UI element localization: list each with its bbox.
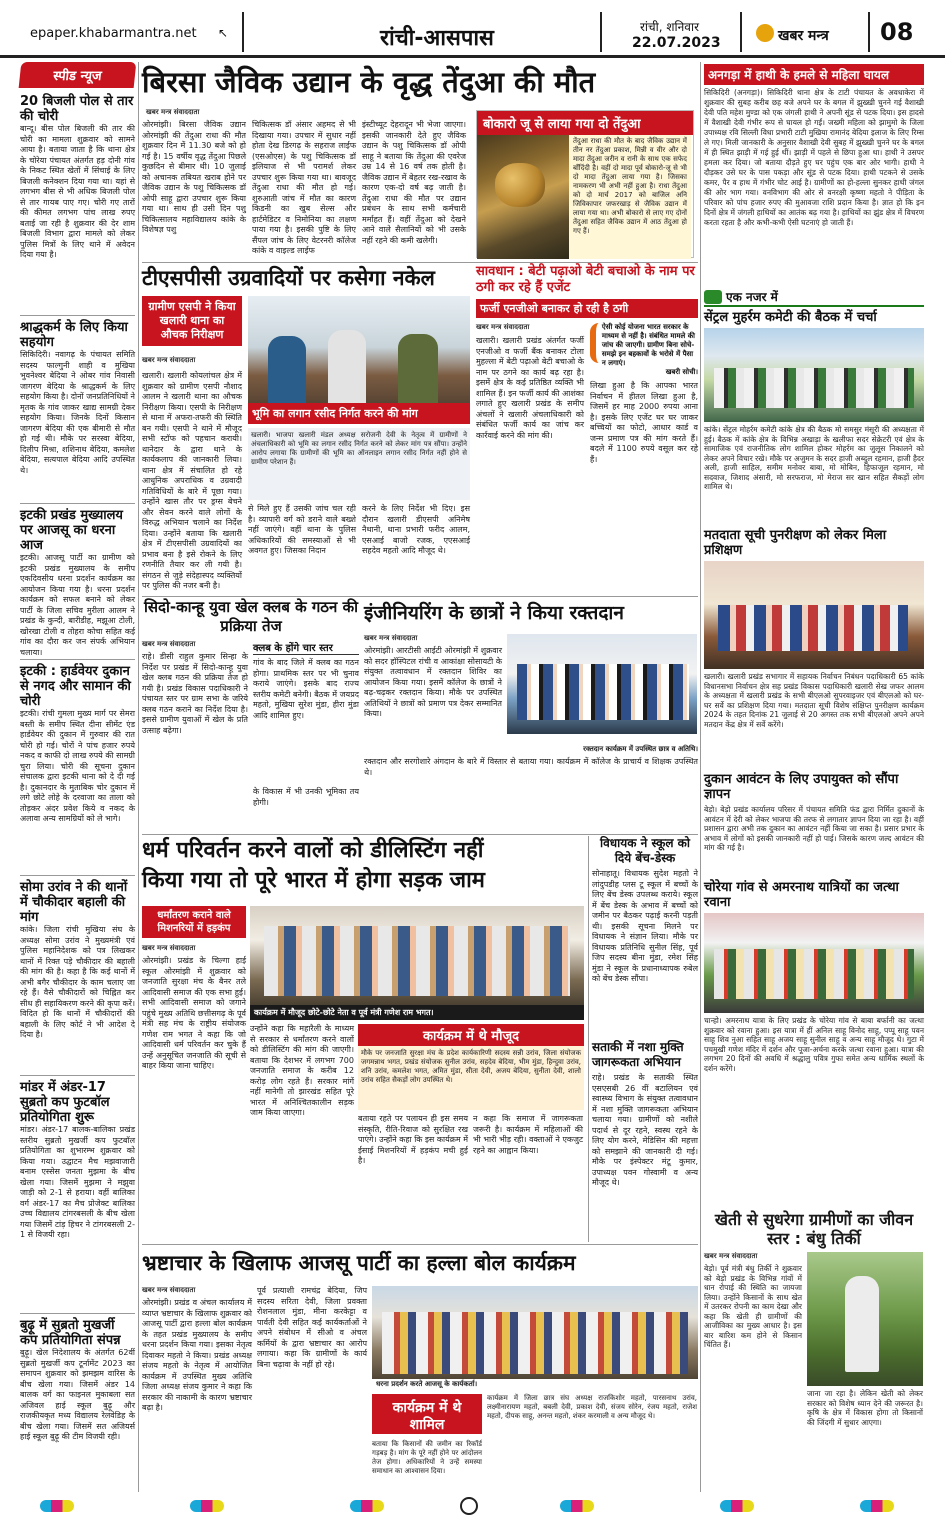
lead-headline-text: बिरसा जैविक उद्यान के वृद्ध तेंदुआ की मौत	[142, 65, 596, 99]
person-shape	[328, 330, 366, 406]
ajsu-text-3: बताया कि किसानों की जमीन का रिकॉर्ड गड़बड़ है। मांग के पूरे नहीं होने पर आंदोलन तेज होगा। अधिकारियों ने उन्हें समस्या समाधान का आश्वासन दिया।	[372, 1440, 482, 1475]
shop-text: बेड़ो। बेड़ो प्रखंड कार्यालय परिसर में पंचायत समिति फंड द्वारा निर्मित दुकानों के आवंटन में देरी को लेकर भाजपा की तरफ से लगातार ज्ञापन दिया जा रहा है। वहीं प्रशासन द्वारा अभी तक दुकान का आवंटन नहीं किया जा सका है। प्रसार प्रभार के अभाव में लोगों को इसकी जानकारी नहीं हो पाई। जिसके कारण जल्द आवंटन की मांग की गई है।	[704, 805, 924, 852]
mla-story	[592, 836, 698, 1036]
crowd-shape	[714, 368, 914, 408]
lead-col-3: इंस्टीच्यूट देहरादून भी भेजा जाएगा। इसकी जानकारी देते हुए जैविक उद्यान के पशु चिकित्सक डॉ ओपी साहू ने बताया कि तेंदुआ की एवरेज उम्र 14 से 16 वर्ष तक होती है। जैविक उद्यान में बेहतर रख-रखाव के कारण एक-दो वर्ष बढ़ जाती है। तेंदुआ राधा की मौत पर उद्यान प्रबंधन के साथ सभी कर्मचारी मर्माहत हैं। वहीं तेंदुआ को देखने आने वाले सैलानियों को भी उसके नहीं रहने की कमी खलेगी।	[362, 120, 466, 245]
satanki-title: सताकी में नशा मुक्ति जागरूकता अभियान	[592, 1040, 684, 1069]
dharm-headline-1: धर्म परिवर्तन करने वालों को डीलिस्टिंग नहीं	[142, 838, 484, 863]
blood-headline	[364, 598, 698, 632]
news-item	[20, 880, 135, 1076]
speed-news-column	[20, 62, 135, 1492]
voter-photo	[704, 561, 924, 669]
karyakram-text: मौके पर जनजाति सुरक्षा मंच के प्रदेश कार्यकारिणी सदस्य सन्नी उरांव, जिला संयोजक जगमन्नाथ भगत, प्रखंड संयोजक सुनील उरांव, सहदेव बेदिया, भीम मुंडा, हिन्दुवा उरांव, शनि उरांव, कमलेश भगत, अमित मुंडा, सीता देवी, अजय बेदिया, सुनीता देवी, शालो उरांव सहित सैकड़ों लोग उपस्थित थे।	[358, 1046, 584, 1110]
divider	[740, 12, 742, 52]
crowd-shape	[718, 605, 908, 651]
byline: खबर मन्त्र संवाददाता	[476, 323, 530, 331]
dharm-right	[358, 1024, 584, 1240]
news-item	[20, 508, 135, 660]
byline: खबर मन्त्र संवाददाता	[704, 1252, 758, 1260]
nazar-story	[704, 288, 924, 528]
news-item	[20, 94, 135, 316]
voter-story	[704, 528, 924, 768]
farming-text-2: जाना जा रहा है। लेकिन खेती को लेकर सरकार को विशेष ध्यान देने की जरूरत है। कृषि के क्षेत्र में विकास होगा तो किसानों की जिंदगी में सुधार आएगा।	[807, 1389, 923, 1427]
news-item-title: मांडर में अंडर-17 सुब्रतो कप फुटबॉल प्रतियोगिता शुरू	[20, 1080, 110, 1125]
news-item-text: कांके। जिला रांची मुखिया संघ के अध्यक्ष सोमा उरांव ने मुख्यमंत्री एवं पुलिस महानिदेशक को पत्र लिखकर थानों में रिक्त पड़े चौकीदार की बहाली की मांग की है। कहा है कि कई थानों में अभी बगैर चौकीदार के काम चलाए जा रहे हैं। वैसे चौकीदारों को चिह्नित कर सीध ही सहायिकरण करने की कृपा करें। विदित हो कि थानों में चौकीदारों की बहाली के लिए कोर्ट ने भी आदेश दे दिया है।	[20, 925, 135, 1039]
yatra-title: चोरेया गांव से अमरनाथ यात्रियों का जत्था रवाना	[704, 880, 899, 910]
leopard-head-shape	[495, 163, 545, 207]
ajsu-body	[142, 1286, 368, 1492]
farming-title: खेती से सुधरेगा ग्रामीणों का जीवन स्तर : बंधु तिर्की	[714, 1210, 914, 1248]
fraud-kicker: सावधान : बेटी पढ़ाओ बेटी बचाओ के नाम पर ठगी कर रहे हैं एजेंट	[476, 264, 695, 295]
speed-news-badge: स्पीड न्यूज	[19, 62, 137, 88]
lead-col-2: चिकित्सक डॉ अंसार अहमद से भी दिखाया गया। उपचार में सुधार नहीं होता देख डिरगढ़ के सहराज लाईफ (एसओएस) के पशु चिकित्सक डॉ इलियाज से भी परामर्श लेकर उपचार शुरू किया गया था। बावजूद तेंदुआ राधा की मौत हो गई। शुरुआती जांच में मौत का कारण किडनी का खुब सेल्स और हार्टमेडिटर व निमोनिया का लक्षण पाया गया है। इसकी पुष्टि के लिए सैंपल जांच के लिए वेटरनरी कॉलेज कांके व वाइल्ड लाईफ	[252, 120, 356, 255]
megaphone-icon	[704, 290, 722, 304]
section-rule	[142, 1244, 698, 1245]
section-rule	[142, 834, 698, 835]
news-item-text: बुढ़ू। खेल निदेशालय के अंतर्गत 62वीं सुब्रतो मुखर्जी कप टूर्नामेंट 2023 का समापन शुक्रवार को झमझम वारिस के बीच खेला गया। जिसमें अंडर 14 बालक वर्ग का फाइनल मुकाबला सत अजिवल हाई स्कूल बुढ़ू और राजकीयकृत मध्य विद्यालय रेलवेडिह के बीच खेला गया। जिसमें सत अजियर्स हाई स्कूल बुढ़ू की टीम विजयी रही।	[20, 1348, 135, 1441]
mla-text: सोनाहातू। विधायक सुदेश महतो ने लांदुपडीह प्लस टू स्कूल में बच्चों के लिए बेंच डेस्क उपलब्ध कराये। स्कूल में बेंच डेस्क के अभाव में बच्चों को जमीन पर बैठकर पढ़ाई करनी पड़ती थी। इसकी सूचना मिलने पर विधायक ने संज्ञान लिया। मौके पर विधायक प्रतिनिधि सुनील सिंह, पूर्व जिप सदस्य बीना मुंडा, रमेश सिंह मुंडा ने स्कूल के प्रधानाध्यापक रुबेल को बेंच डेस्क सौंपा।	[592, 869, 698, 983]
voter-title: मतदाता सूची पुनरीक्षण को लेकर मिला प्रशिक्षण	[704, 528, 887, 558]
tspc-box	[248, 428, 470, 500]
fraud-text-1: खलारी। खलारी प्रखंड अंतर्गत फर्जी एनजीओ व फर्जी बैंक बनाकर टोला मुहल्ला में बेटी पढ़ाओ बेटी बचाओ के नाम पर ठगने का कार्य बढ़ रहा है। इसमें क्षेत्र के कई प्रतिष्ठित व्यक्ति भी शामिल हैं। इन फर्जी कार्य की आशंका लगाते हुए खलारी प्रखंड के समीप अंचलों ने खलारी अंचलाधिकारी को संबंधित फर्जी कार्य का जांच कर कार्रवाई करने की मांग की।	[476, 336, 584, 440]
section-title: रांची-आसपास	[380, 26, 494, 51]
color-registration-mark	[720, 1500, 754, 1512]
page-header	[0, 0, 945, 58]
person-shape	[398, 334, 438, 406]
lead-headline	[142, 62, 698, 104]
news-item-text: मांडर। अंडर-17 बालक-बालिका प्रखंड स्तरीय सुब्रतो मुखर्जी कप फुटबॉल प्रतियोगिता का शुभारम्भ शुक्रवार को किया गया। उद्घाटन मैच मझवाजारी बनाम एस्सेस जनता मुझमा के बीच खेला गया। जिसमें मुझमा ने मझुवा जाड़ी को 2-1 से हराया। वहीं बालिका वर्ग अंडर-17 का मैच प्रोजेक्ट बालिका उच्च विद्यालय टांगरबसली के बीच खेला गया जिसमें टांड़ हिचर ने टांगरबसली 2-1 से विजयी रहा।	[20, 1125, 135, 1239]
page-number: 08	[880, 18, 914, 46]
sido-body	[142, 640, 360, 828]
quote-mark-icon	[590, 323, 599, 363]
byline: खबर मन्त्र संवाददाता	[142, 1286, 196, 1294]
person-shape	[268, 336, 306, 406]
crosshair-icon	[460, 1497, 478, 1515]
byline: खबर मन्त्र संवाददाता	[364, 634, 418, 642]
byline: खबर मन्त्र संवाददाता	[146, 108, 200, 116]
news-item	[20, 1080, 135, 1314]
news-item-title: इटकी प्रखंड मुख्यालय पर आजसू का धरना आज	[20, 508, 123, 553]
elephant-headline: अनगड़ा में हाथी के हमले से महिला घायल	[704, 64, 924, 85]
tspc-tail	[248, 504, 470, 594]
ajsu-text-2: पूर्व प्रत्याशी रामचंद्र बेदिया, जिप सदस्य सरिता देवी, जिला प्रवक्ता रोशनलाल मुंडा, मीना करकेट्टा व पार्वती देवी सहित कई कार्यकर्ताओं ने अपने संबोधन में सीओ व अंचल कर्मियों के द्वारा भ्रष्टाचार का आरोप लगाया। कहा कि ग्रामीणों के कार्य बिना चढ़ावा के नहीं हो रहे।	[257, 1286, 367, 1369]
cursor-icon: ↖	[218, 26, 229, 40]
dharm-text-2: उन्होंने कहा कि महारैली के माध्यम से सरकार से धर्मांतरण करने वालों को डीलिस्टिंग की मांग की जाएगी। बताया कि देशभर में लगभग 700 जनजाति समाज के करीब 12 करोड़ लोग रहते हैं। सरकार मांगें नहीं मानेगी तो झारखंड सहित पूरे भारत में अनिश्चितकालीन सड़क जाम किया जाएगा।	[250, 1024, 354, 1117]
color-registration-mark	[40, 1500, 74, 1512]
crowd-shape	[714, 949, 914, 999]
ajsu-text-1: ओरमांझी। प्रखंड व अंचल कार्यालय में व्याप्त भ्रष्टाचार के खिलाफ शुक्रवार को आजसू पार्टी द्वारा हल्ला बोल कार्यक्रम के तहत प्रखंड मुख्यालय के समीप धरना प्रदर्शन किया गया। इसका नेतृत्व दिवाकर महतो ने किया। प्रखंड अध्यक्ष संजय महतो के नेतृत्व में आयोजित कार्यक्रम में उपस्थित मुख्य अतिथि जिला अध्यक्ष संजय कुमार ने कहा कि सरकार की नाकामी के कारण भ्रष्टाचार बढ़ा है।	[142, 1298, 252, 1412]
ajsu-headline-text: भ्रष्टाचार के खिलाफ आजसू पार्टी का हल्ला बोल कार्यक्रम	[142, 1251, 576, 1275]
news-item	[20, 1318, 135, 1498]
speed-news-list	[20, 94, 135, 1498]
leopard-photo	[477, 135, 569, 259]
yatra-text: चान्हो। अमरनाथ यात्रा के लिए प्रखंड के चोरेया गांव से बाबा बर्फानी का जत्था शुक्रवार को रवाना हुआ। इस यात्रा में हीं अनिल साहू विनोद साहू, पप्पू साहू पवन साहू शिव नुआ सहित साहू अजय साहू सुनील साहू व अन्य साहू मौजूद थे। गुटा में पचमुखी गणेश मंदिर में दर्शन और पूजा-अर्चना करके जत्था रवाना हुआ। यात्रा की लगभग 20 दिनों की अवधि में श्रद्धालु पवित्र गुफा समेत अन्य धार्मिक स्थलों के दर्शन करेंगे।	[704, 1016, 924, 1073]
tspc-text-3: करने के लिए निर्देश भी दिए। इस दौरान खलारी डीएसपी अनिमेष नैथानी, थाना प्रभारी फरीद आलम, एसआई बाजो रजक, एएसआई सहदेव महतो आदि मौजूद थे।	[362, 504, 470, 555]
yatra-photo	[704, 913, 924, 1013]
brand-name: खबर मन्त्र	[778, 28, 829, 44]
tspc-text-2: से मिले हुए हैं उसकी जांच चल रही है। व्यापारी वर्ग को डराने वाले बख्शे नहीं जाएंगे। वहीं थाना के पुलिस अधिकारियों की समस्याओं से भी अवगत हुए। जिसका निदान	[248, 504, 356, 555]
karyakram-title: कार्यक्रम में थे मौजूद	[358, 1024, 584, 1046]
nazar-title: सेंट्रल मुहर्रम कमेटी की बैठक में चर्चा	[704, 310, 877, 325]
crowd-shape	[517, 664, 689, 720]
dharm-headline	[142, 836, 588, 902]
sido-tail: के विकास में भी उनकी भूमिका तय होगी।	[253, 787, 359, 807]
tspc-headline-text: टीएसपीसी उग्रवादियों पर कसेगा नकेल	[142, 266, 435, 290]
shop-story	[704, 772, 924, 876]
divider	[242, 12, 244, 52]
zoo-box	[476, 110, 694, 258]
dharm-headline-2: किया गया तो पूरे भारत में होगा सड़क जाम	[142, 868, 485, 893]
sido-box-text: गांव के बाद जिले में क्लब का गठन होगा। प्राथमिक स्तर पर भी चुनाव कराये जाएंगे। इसके बाद राज्य स्तरीय कमेटी बनेगी। बैठक में जयप्रद महतो, मुखिया सुरेश मुंडा, हीरा मुंडा आदि शामिल हुए।	[253, 658, 359, 720]
blood-photo	[507, 634, 697, 734]
dharm-subhead: धर्मांतरण कराने वाले मिशनरियों में हड़कंप	[142, 906, 246, 938]
byline: खबर मन्त्र संवाददाता	[142, 356, 196, 364]
person-shape	[845, 1276, 879, 1372]
nazar-badge: एक नजर में	[726, 290, 778, 304]
shamil-text: कार्यक्रम में जिला छात्र संघ अध्यक्ष राजकिशोर महतो, पारसनाथ उरांव, लक्ष्मीनारायण महतो, बबली देवी, प्रकाश देवी, संजय सोरेन, रंजय महतो, राजेश महतो, दीपक साहू, अनन्त महतो, शंकर करमाली व अन्य मौजूद थे।	[487, 1394, 697, 1420]
tspc-text-1: खलारी। खलारी कोयलांचल क्षेत्र में शुक्रवार को ग्रामीण एसपी नौशाद आलम ने खलारी थाना का औचक निरीक्षण किया। एसपी के निरीक्षण से थाना में अफरा-तफरी की स्थिति बन गयी। एसपी ने थाने में मौजूद सभी स्टॉफ को पहचान करायी। थानेदार के द्वारा थाने के कार्यकलाप की जानकारी लिया। थाना क्षेत्र में संचालित हो रहे आधुनिक अपराधिक व उग्रवादी गतिविधियों के बारे में पूछा गया। उन्होंने खास तौर पर ड्रग्स बेचने और सेवन करने वाले लोगों के विरुद्ध अभियान चलाने का निर्देश दिया। उन्होंने बताया कि खलारी क्षेत्र में टीएसपीसी उग्रवादियों का प्रभाव बना है इसे रोकने के लिए रणनीति तैयार कर ली गयी है। संगठन से जुड़े संदेहास्पद व्यक्तियों पर पुलिस की नजर बनी है।	[142, 371, 242, 590]
news-item	[20, 664, 135, 876]
news-item	[20, 320, 135, 504]
tspc-photo	[248, 296, 470, 424]
sido-box-title: क्लब के होंगे चार स्तर	[253, 640, 359, 655]
satanki-story	[592, 1040, 698, 1240]
ajsu-photo	[372, 1286, 698, 1390]
brand-logo-icon	[756, 24, 774, 42]
news-item-title: सोमा उरांव ने की थानों में चौकीदार बहाली की मांग	[20, 880, 128, 925]
tspc-subhead: ग्रामीण एसपी ने किया खलारी थाना का औचक निरीक्षण	[142, 296, 242, 346]
column-rule	[700, 62, 701, 1492]
section-rule	[142, 596, 698, 597]
divider	[600, 12, 602, 52]
elephant-story	[704, 64, 924, 284]
farming-photo	[807, 1252, 923, 1386]
site-url[interactable]: epaper.khabarmantra.net	[30, 26, 197, 41]
lead-body	[142, 108, 472, 258]
news-item-text: सिकिदिरी। नवागढ़ के पंचायत समिति सदस्य फाल्गुनी शाही व मुखिया भुवनेश्वर बेदिया ने ओबर गांव निवासी जागरण बेदिया के श्राद्धकर्म के लिए सहयोग किया है। दोनों जनप्रतिनिधियों ने मृतक के गांव जाकर खाद्य सामग्री देकर सहयोग किया। जिनके दिनों किसान जागरण बेदिया की एक बीमारी से मौत हो गई थी। मौके पर सरस्वा बेदिया, दिलीप मिश्रा, शशिनाथ बेदिया, कमलेश बेदिया, सत्यपाल बेदिया आदि उपस्थित थे।	[20, 350, 135, 475]
ajsu-headline	[142, 1246, 698, 1282]
shamil-title: कार्यक्रम में थे शामिल	[372, 1394, 482, 1434]
elephant-text: सिकिदिरी (अनगड़ा)। सिकिदिरी थाना क्षेत्र के टाटी पंचायत के अवधाकेरा में शुक्रवार की सुबह करीब छह बजे अपने घर के बगल में झुख्खी चुनने गई वैशाखी देवी पति महेश मुण्डा को एक जंगली हाथी ने अपनी सूंड से पटक दिया। इस हादसे में वैशाखी देवी गंभीर रूप से घायल हो गईं। जख्मी महिला को झामुमो के जिला उपाध्यक्ष रवि सिल्ली विधा प्रभारी टाटी मुखिया रामानंद बेदिया इलाज के लिए रिम्स ले गए। मिली जानकारी के अनुसार वैशाखी देवी सुबह में झुख्खी चुनने घर के बगल में ही स्थित झाड़ी में गई हुई थीं। झाड़ी में पहले से छिपा हुआ था। हाथी ने उसपर हमला कर दिया। जो बताया दौड़ते हुए घर पहुंच एक बार ओर भागी। हाथी ने दौड़कर उसे घर के पास पकड़ा और सूंड से पटक दिया। हाथी पटकने से उसके कमर, पैर व हाथ में गंभीर चोट आई है। ग्रामीणों का हो-हल्ला सुनकर हाथी जंगल की ओर भाग गया। वनविभाग की ओर से वनरक्षी कृष्णा महतो ने पीड़िता के परिवार को पांच हजार रुपए की मुआवजा राशि प्रदान किया है। ज्ञात हो कि इन दिनों क्षेत्र में जंगली हाथियों का आतंक बढ़ गया है। हाथियों का झुंड क्षेत्र में विचरण करता रहता है और कभी-कभी ऐसी घटनाएं हो जाती हैं।	[704, 88, 924, 227]
dharm-photo	[250, 906, 584, 1020]
crowd-shape	[382, 1312, 688, 1374]
mla-title: विधायक ने स्कूल को दिये बेंच-डेस्क	[600, 836, 690, 865]
lead-col-1: ओरमांझी। बिरसा जैविक उद्यान ओरमांझी की तेंदुआ राधा की मौत शुक्रवार दिन में 11.30 बजे को हो गई है। 15 वर्षीय वृद्ध तेंदुआ पिछले कुछदिन से बीमार थी। 10 जुलाई को अचानक तबियत खराब होने पर जैविक उद्यान के पशु चिकित्सक डॉ ओपी साहू द्वारा उपचार शुरू किया गया था। साथ ही उसी दिन पशु चिकित्सालय महाविद्यालय कांके के विशेषज्ञ पशु	[142, 120, 246, 234]
dharm-text-1: ओरमांझी। प्रखंड के चिल्गा हाई स्कूल ओरमांझी में शुक्रवार को जनजाति सुरक्षा मंच के बैनर तले आदिवासी समाज की एक सभा हुई। सभी आदिवासी समाज को जगाने पहुंचे मुख्य अतिथि छत्तीसगढ़ के पूर्व मंत्री सह मंच के राष्ट्रीय संयोजक गणेश राम भगत ने कहा कि जो आदिवासी धर्म परिवर्तन कर चुके हैं उन्हें अनुसूचित जनजाति की सूची से बाहर किया जाना चाहिए।	[142, 956, 246, 1070]
zoo-box-title: बोकारो जू से लाया गया दो तेंदुआ	[477, 111, 693, 135]
voter-text: खलारी। खलारी प्रखंड सभागार में सहायक निर्वाचन निबंधन पदाधिकारी 65 कांके विधानसभा निर्वाचन क्षेत्र सह प्रखंड विकास पदाधिकारी खलारी सेख जफर आलम के अध्यक्षता में खलारी प्रखंड के सभी बीएलओ सुपरवाइजर एवं बीएलओ को घर-घर सर्वे का प्रशिक्षण दिया गया। मतदाता सूची विशेष संक्षिप्त पुनरीक्षण कार्यक्रम 2024 के तहत दिनांक 21 जुलाई से 20 अगस्त तक सभी बीएलओ अपने अपने मतदान केंद्र क्षेत्र में सर्वे करेंगे।	[704, 672, 924, 729]
dharm-left	[142, 906, 246, 1240]
crowd-shape	[264, 926, 570, 996]
news-item-text: इटकी। आजसू पार्टी का ग्रामीण को इटकी प्रखंड मुख्यालय के समीप एकदिवसीय धरना प्रदर्शन कार्यक्रम का आयोजन किया गया है। धरना प्रदर्शन कार्यक्रम को सफल बनाने को लेकर पार्टी के जिला सचिव मुरीला आलम ने प्रखंड के कुन्दी, बारीडीह, मझूआ टोली, खोरखा टोली व तोहरा कोचा सहित कई गांव का दौरा कर जन संपर्क अभियान चलाया।	[20, 553, 135, 657]
news-item-text: इटकी। रांची गुमला मुख्य मार्ग पर सेमरा बस्ती के समीप स्थित दीना सीमेंट एंड हार्डवेयर की दुकान में गुरुवार की रात चोरी हो गई। चोरों ने पांच हजार रुपये नकद व काफी दो लाख रुपये की सामग्री चुरा लिया। चोरी की सूचना दुकान संचालक द्वारा इटकी थाना को दे दी गई है। दुकानदार के मुताबिक चोर दुकान में लगे छोटे लोहे के दरवाजा का ताला को तोड़कर अंदर प्रवेश किये व नकद के अलावा अन्य सामग्रियों को ले भागे।	[20, 709, 135, 823]
news-item-title: श्राद्धकर्म के लिए किया सहयोग	[20, 320, 128, 350]
ajsu-tail	[372, 1440, 482, 1492]
dharm-text-3: बताया रहते पर पलायन ही इस समय संस्कृति, रीति-रिवाज को सुरक्षित रख पाएंगे। उन्होंने कहा कि इस कार्यक्रम में ईसाई मिशनरियों में हड़कंप मची हुई है।	[358, 1114, 468, 1165]
blood-text-2: रक्तदान और सरगोशारे अंगदान के बारे में विस्तार से बताया गया। कार्यक्रम में कॉलेज के प्राचार्य व शिक्षक उपस्थित थे।	[364, 757, 698, 777]
fraud-subhead: फर्जी एनजीओ बनाकर हो रही है ठगी	[476, 299, 698, 318]
column-rule	[138, 62, 139, 1492]
ajsu-photo-caption: धरना प्रदर्शन करते आजसू के कार्यकर्ता।	[372, 1379, 698, 1390]
divider	[868, 12, 870, 52]
dharm-mid	[250, 1024, 354, 1240]
fraud-quote-by: खबरी सोची।	[665, 368, 698, 376]
yatra-story	[704, 880, 924, 1208]
sido-text: राहे। डीसी राहुल कुमार सिन्हा के निर्देश पर प्रखंड में सिदो-कान्हू युवा खेल क्लब गठन की प्रक्रिया तेज हो गयी है। प्रखंड विकास पदाधिकारी ने पंचायत स्तर पर ग्राम सभा के जरिये क्लब गठन कराने का निर्देश दिया है। इससे ग्रामीण युवाओं में खेल के प्रति उत्साह बढ़ेगा।	[142, 652, 248, 735]
tspc-headline	[142, 264, 472, 294]
color-registration-mark	[350, 1500, 384, 1512]
tspc-left	[142, 296, 242, 596]
fraud-story	[476, 264, 698, 594]
zoo-box-text: तेंदुआ राधा की मौत के बाद जैविक उद्यान में तीन नर तेंदुआ प्रकाश, मिन्नी व वीर और दो मादा तेंदुआ जरीन व रानी के साथ एक सफेद बाँदिंदी है। वहीं दो मादा पूर्व बोकारो-जू से भी दो मादा तेंदुआ लाया गया है। जिसका नामकरण भी अभी नहीं हुआ है। राधा तेंदुआ को दो मार्च 2017 को बाजिल अनि जिविकापार जफरखाड़ से जैविक उद्यान में लाया गया था। अभी बोकारो से लाए गए दोनों तेंदुआ सहित जैविक उद्यान में आठ तेंदुआ हो गए हैं।	[569, 135, 691, 259]
news-item-text: बान्दू। बीस पोल बिजली की तार की चोरी का मामला शुक्रवार को सामने आया है। बताया जाता है कि थाना क्षेत्र के चोरेया पंचायत अंतर्गत हड़ दोनी गांव के निकट स्थित खेतों में सिंचाई के लिए बिजली कनेक्शन दिया गया था। यहां से लगभग बीस से भी अधिक बिजली पोल से तार गायब पाए गए। चोरी गए तारों की कीमत लगभग पांच लाख रुपए बताई जा रही है शुक्रवार की देर शाम बिजली विभाग द्वारा मामले को लेकर पुलिस मित्रों के लिए थाने में अवेदन दिया गया है।	[20, 124, 135, 259]
farming-story	[704, 1210, 924, 1492]
color-registration-mark	[190, 1500, 224, 1512]
farming-text: बेड़ो। पूर्व मंत्री बंधु तिर्की ने शुक्रवार को बेड़ो प्रखंड के विभिन्न गांवों में धान रोपाई की स्थिति का जायजा लिया। उन्होंने किसानों के साथ खेत में उतरकर रोपनी का काम देखा और कहा कि खेती ही ग्रामीणों की आजीविका का मुख्य आधार है। इस बार बारिश कम होने से किसान चिंतित हैं।	[704, 1264, 802, 1349]
nazar-photo	[704, 328, 924, 422]
blood-headline-text: इंजीनियरिंग के छात्रों ने किया रक्तदान	[364, 602, 624, 624]
nazar-text: कांके। सेंट्रल मोहर्रम कमेटी कांके क्षेत्र की बैठक मो समसुर मंसूरी की अध्यक्षता में हुई। बैठक में कांके क्षेत्र के विभिन्न अखाड़ा के खलीफा सदर सेक्रेटरी एवं क्षेत्र के सामाजिक एवं राजनीतिक लोग शामिल होकर मोहर्रम का जुलूस निकालने को लेकर अपने विचार रखे। मौके पर अजुमन के सदर हाजी अब्दुल रहमान, हाजी हैदर अली, हाजी साहिल, समीम मनोवर बाबा, मो मोबिन, हिफाजूल रहमान, मो सदवाज, जिशाद अंसारी, मो सरफराज, मो मेराज सर खान सहित सैकड़ों लोग शामिल थे।	[704, 425, 924, 491]
fraud-text-2: लिखा हुआ है कि आपका भारत निर्वाचन में हीतल लिखा हुआ है, जिसमें हर माह 2000 रुपया आना है। इसके लिए एजेंट घर घर जाकर बच्चियों का फोटो, आधार कार्ड व जन्म प्रमाण पत्र की मांग करते हैं। बदले में 1100 रुपये वसूल कर रहे हैं।	[590, 381, 698, 464]
news-item-title: 20 बिजली पोल से तार की चोरी	[20, 94, 134, 124]
byline: खबर मन्त्र संवाददाता	[142, 640, 196, 648]
blood-body	[364, 634, 698, 830]
news-item-title: बुढ़ू में सुब्रतो मुखर्जी कप प्रतियोगिता संपन्न	[20, 1318, 121, 1348]
color-registration-mark	[860, 1500, 894, 1512]
news-item-title: इटकी : हार्डवेयर दुकान से नगद और सामान की चोरी	[20, 664, 131, 709]
blood-caption: रक्तदान कार्यक्रम में उपस्थित छात्र व अतिथि।	[583, 745, 698, 753]
column-rule	[588, 836, 589, 1242]
sido-headline-text: सिदो-कान्हू युवा खेल क्लब के गठन की प्रक्रिया तेज	[144, 598, 358, 635]
blood-text: ओरमांझी। आरटीसी आईटी ओरमांझी में शुक्रवार को सदर हॉस्पिटल रांची व आकांक्षा सोसायटी के संयुक्त तत्वावधान में रक्तदान शिविर का आयोजन किया गया। इसमें कॉलेज के छात्रों ने बढ़-चढ़कर रक्तदान किया। मौके पर उपस्थित अतिथियों ने छात्रों को प्रमाण पत्र देकर सम्मानित किया।	[364, 646, 503, 718]
section-rule	[142, 262, 698, 263]
shop-title: दुकान आवंटन के लिए उपायुक्त को सौंपा ज्ञापन	[704, 772, 899, 802]
date-label: 22.07.2023	[632, 35, 721, 51]
fraud-quote: ऐसी कोई योजना भारत सरकार के माध्यम से नहीं है। संबंधित मामले की जांच की जाएगी। ग्रामीण बिना सोचे-समझे इन बहकावों के भरोसे में पैसा न लगाएं।	[601, 323, 695, 367]
tspc-photo-caption: भूमि का लगान रसीद निर्गत करने की मांग	[248, 403, 470, 424]
place-label: रांची, शनिवार	[640, 20, 699, 34]
sido-headline	[142, 598, 360, 638]
color-registration-mark	[560, 1500, 594, 1512]
satanki-text: राहे। प्रखंड के सताकी स्थित एसएसबी 26 वीं बटालियन एवं स्वास्थ्य विभाग के संयुक्त तत्वावधान में नशा मुक्ति जागरूकता अभियान चलाया गया। ग्रामीणों को नशीले पदार्थ से दूर रहने, स्वस्थ रहने के लिए योग करने, मेडिसिन की महत्ता को समझाने की जानकारी दी गई। मौके पर इंस्पेक्टर मंटू कुमार, उपाध्यक्ष पवन गोस्वामी व अन्य मौजूद थे।	[592, 1073, 698, 1187]
dharm-text-4: न कहा कि समाज में जागरूकता जरूरी है। कार्यक्रम में महिलाओं की भी भारी भीड़ रही। वक्ताओं ने एकजुट रहने का आह्वान किया।	[473, 1114, 583, 1155]
dharm-photo-caption: कार्यक्रम में मौजूद छोटे-छोटे नेता व पूर्व मंत्री गणेश राम भगत।	[250, 1005, 584, 1020]
tspc-box-text: खलारी। भाजपा खलारी मंडल अध्यक्ष सरोजनी देवी के नेतृत्व में ग्रामीणों ने अंचलाधिकारी को भूमि का लगान रसीद निर्गत करने को लेकर मांग पत्र सौंपा। उन्होंने आरोप लगाया कि ग्रामीणों की भूमि का ऑनलाइन लगान रसीद निर्गत नहीं होने से ग्रामीण परेशान हैं।	[251, 431, 467, 466]
byline: खबर मन्त्र संवाददाता	[142, 944, 196, 952]
